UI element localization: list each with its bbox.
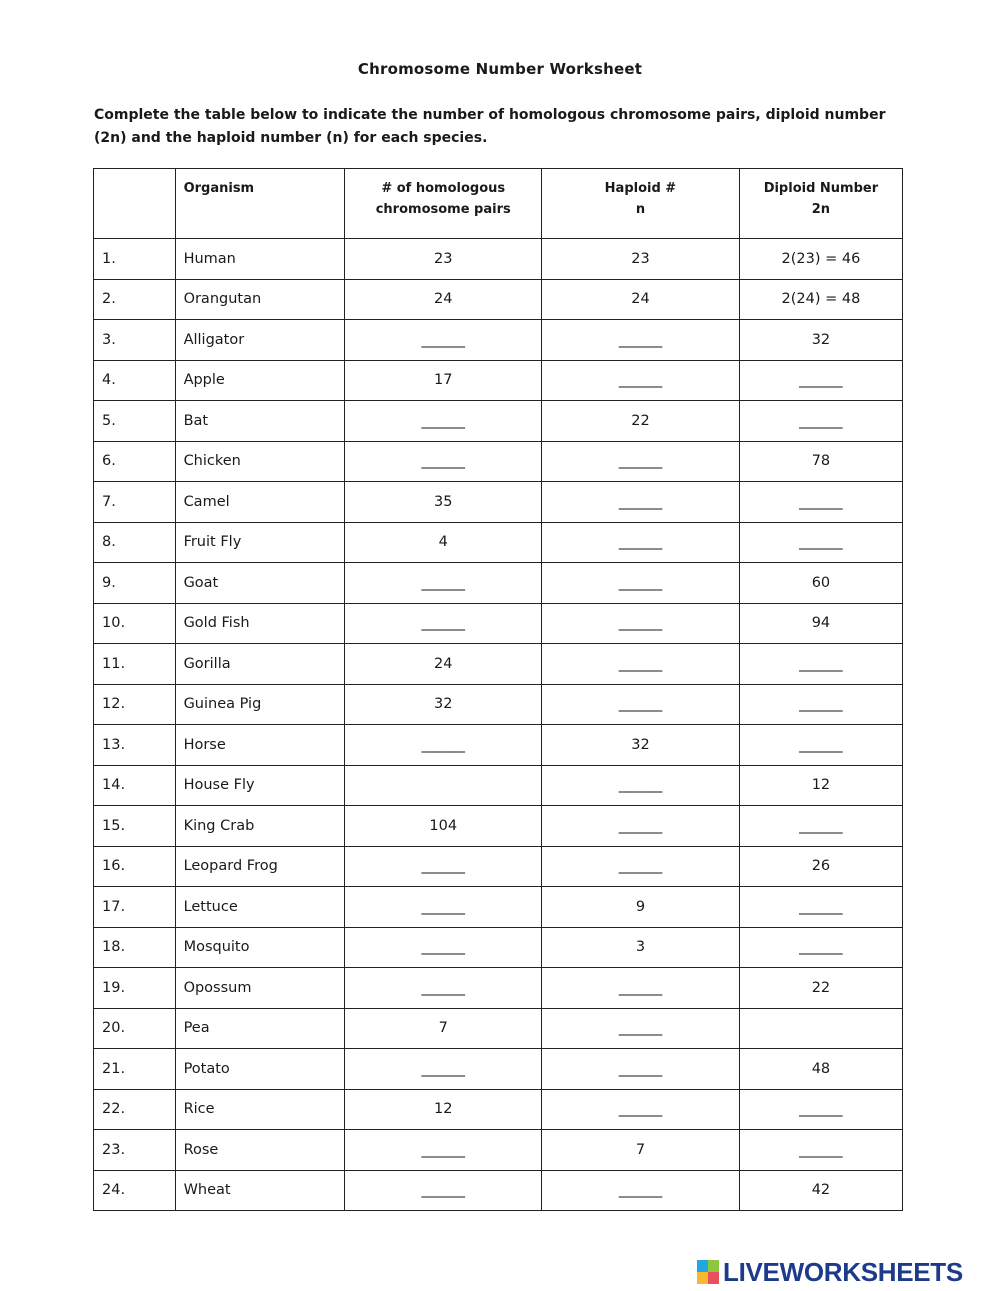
table-row <box>94 320 903 361</box>
organism-cell: Opossum <box>175 968 345 1009</box>
table-row <box>94 887 903 928</box>
diploid-cell[interactable]: ______ <box>739 401 902 442</box>
table-body <box>94 239 903 1211</box>
row-number-cell: 5. <box>94 401 176 442</box>
haploid-cell[interactable]: ______ <box>542 320 740 361</box>
haploid-cell[interactable]: 23 <box>542 239 740 280</box>
haploid-cell[interactable]: 9 <box>542 887 740 928</box>
row-number-cell: 12. <box>94 684 176 725</box>
haploid-cell[interactable]: ______ <box>542 482 740 523</box>
table-row <box>94 1089 903 1130</box>
diploid-cell[interactable]: ______ <box>739 1130 902 1171</box>
homologous-pairs-cell[interactable]: 35 <box>345 482 542 523</box>
table-row <box>94 644 903 685</box>
haploid-cell[interactable]: 24 <box>542 279 740 320</box>
diploid-cell[interactable]: 2(23) = 46 <box>739 239 902 280</box>
homologous-pairs-cell[interactable]: ______ <box>345 320 542 361</box>
header-haploid <box>542 169 740 239</box>
homologous-pairs-cell[interactable]: 12 <box>345 1089 542 1130</box>
homologous-pairs-cell[interactable]: ______ <box>345 927 542 968</box>
row-number-cell: 16. <box>94 846 176 887</box>
homologous-pairs-cell[interactable]: 32 <box>345 684 542 725</box>
row-number-cell: 9. <box>94 563 176 604</box>
diploid-cell[interactable]: ______ <box>739 360 902 401</box>
row-number-cell: 1. <box>94 239 176 280</box>
table-row <box>94 522 903 563</box>
haploid-cell[interactable]: ______ <box>542 1049 740 1090</box>
organism-cell: Horse <box>175 725 345 766</box>
diploid-cell[interactable]: 22 <box>739 968 902 1009</box>
chromosome-table <box>93 168 903 1211</box>
haploid-cell[interactable]: ______ <box>542 765 740 806</box>
logo-square-4 <box>708 1272 719 1284</box>
homologous-pairs-cell[interactable] <box>345 765 542 806</box>
organism-cell: Bat <box>175 401 345 442</box>
homologous-pairs-cell[interactable]: ______ <box>345 1170 542 1211</box>
table-row <box>94 603 903 644</box>
row-number-cell: 17. <box>94 887 176 928</box>
row-number-cell: 15. <box>94 806 176 847</box>
organism-cell: Leopard Frog <box>175 846 345 887</box>
diploid-cell[interactable]: ______ <box>739 482 902 523</box>
header-organism-label: Organism <box>183 181 255 196</box>
table-header-row <box>94 169 903 239</box>
row-number-cell: 13. <box>94 725 176 766</box>
table-row <box>94 563 903 604</box>
homologous-pairs-cell[interactable]: ______ <box>345 441 542 482</box>
haploid-cell[interactable]: ______ <box>542 522 740 563</box>
table-row <box>94 401 903 442</box>
header-homologous-pairs <box>345 169 542 239</box>
haploid-cell[interactable]: ______ <box>542 644 740 685</box>
table-row <box>94 765 903 806</box>
table-row <box>94 239 903 280</box>
liveworksheets-logo <box>697 1256 963 1288</box>
table-row <box>94 927 903 968</box>
diploid-cell[interactable]: ______ <box>739 927 902 968</box>
liveworksheets-logo-icon <box>697 1260 719 1284</box>
table-row <box>94 725 903 766</box>
row-number-cell: 20. <box>94 1008 176 1049</box>
worksheet-title: Chromosome Number Worksheet <box>357 60 643 78</box>
haploid-cell[interactable]: ______ <box>542 1170 740 1211</box>
haploid-cell[interactable]: ______ <box>542 1008 740 1049</box>
instructions-text: Complete the table below to indicate the number of homologous chromosome pairs, diploid number (2n) and the haploid number (n) for each species. <box>94 107 886 146</box>
haploid-cell[interactable]: 3 <box>542 927 740 968</box>
table-row <box>94 482 903 523</box>
row-number-cell: 14. <box>94 765 176 806</box>
organism-cell: Pea <box>175 1008 345 1049</box>
organism-cell: Gold Fish <box>175 603 345 644</box>
organism-cell: Rice <box>175 1089 345 1130</box>
diploid-cell[interactable]: 94 <box>739 603 902 644</box>
organism-cell: Orangutan <box>175 279 345 320</box>
homologous-pairs-cell[interactable]: ______ <box>345 563 542 604</box>
homologous-pairs-cell[interactable]: 104 <box>345 806 542 847</box>
row-number-cell: 22. <box>94 1089 176 1130</box>
diploid-cell[interactable]: 26 <box>739 846 902 887</box>
homologous-pairs-cell[interactable]: 4 <box>345 522 542 563</box>
organism-cell: Fruit Fly <box>175 522 345 563</box>
table-row <box>94 1049 903 1090</box>
homologous-pairs-cell[interactable]: 7 <box>345 1008 542 1049</box>
row-number-cell: 2. <box>94 279 176 320</box>
table-row <box>94 1170 903 1211</box>
homologous-pairs-cell[interactable]: ______ <box>345 968 542 1009</box>
table-row <box>94 1130 903 1171</box>
row-number-cell: 24. <box>94 1170 176 1211</box>
logo-text: LIVEWORKSHEETS <box>723 1256 963 1287</box>
organism-cell: Lettuce <box>175 887 345 928</box>
row-number-cell: 10. <box>94 603 176 644</box>
haploid-cell[interactable]: ______ <box>542 1089 740 1130</box>
homologous-pairs-cell[interactable]: 23 <box>345 239 542 280</box>
diploid-cell[interactable] <box>739 1008 902 1049</box>
row-number-cell: 19. <box>94 968 176 1009</box>
row-number-cell: 7. <box>94 482 176 523</box>
table-row <box>94 1008 903 1049</box>
diploid-cell[interactable]: ______ <box>739 725 902 766</box>
header-diploid-line1: Diploid Number <box>763 181 879 196</box>
diploid-cell[interactable]: 60 <box>739 563 902 604</box>
header-number <box>94 169 176 239</box>
homologous-pairs-cell[interactable]: ______ <box>345 887 542 928</box>
header-organism <box>175 169 345 239</box>
diploid-cell[interactable]: 2(24) = 48 <box>739 279 902 320</box>
table-row <box>94 279 903 320</box>
organism-cell: Mosquito <box>175 927 345 968</box>
organism-cell: Gorilla <box>175 644 345 685</box>
diploid-cell[interactable]: ______ <box>739 644 902 685</box>
row-number-cell: 23. <box>94 1130 176 1171</box>
diploid-cell[interactable]: ______ <box>739 522 902 563</box>
table-row <box>94 968 903 1009</box>
header-pairs-line1: # of homologous <box>381 181 506 196</box>
homologous-pairs-cell[interactable]: 17 <box>345 360 542 401</box>
row-number-cell: 3. <box>94 320 176 361</box>
header-pairs-line2: chromosome pairs <box>375 202 511 217</box>
row-number-cell: 21. <box>94 1049 176 1090</box>
row-number-cell: 4. <box>94 360 176 401</box>
header-diploid-line2: 2n <box>811 202 831 217</box>
table-row <box>94 441 903 482</box>
diploid-cell[interactable]: 42 <box>739 1170 902 1211</box>
logo-square-3 <box>697 1272 708 1284</box>
table-row <box>94 684 903 725</box>
table-row <box>94 806 903 847</box>
header-haploid-line2: n <box>635 202 646 217</box>
organism-cell: Camel <box>175 482 345 523</box>
diploid-cell[interactable]: 12 <box>739 765 902 806</box>
diploid-cell[interactable]: ______ <box>739 684 902 725</box>
haploid-cell[interactable]: ______ <box>542 360 740 401</box>
header-haploid-line1: Haploid # <box>604 181 677 196</box>
organism-cell: Wheat <box>175 1170 345 1211</box>
organism-cell: Human <box>175 239 345 280</box>
logo-square-1 <box>697 1260 708 1272</box>
organism-cell: Apple <box>175 360 345 401</box>
organism-cell: Guinea Pig <box>175 684 345 725</box>
organism-cell: Potato <box>175 1049 345 1090</box>
diploid-cell[interactable]: ______ <box>739 806 902 847</box>
haploid-cell[interactable]: 7 <box>542 1130 740 1171</box>
row-number-cell: 18. <box>94 927 176 968</box>
homologous-pairs-cell[interactable]: ______ <box>345 401 542 442</box>
row-number-cell: 11. <box>94 644 176 685</box>
organism-cell: Alligator <box>175 320 345 361</box>
diploid-cell[interactable]: 48 <box>739 1049 902 1090</box>
homologous-pairs-cell[interactable]: ______ <box>345 1130 542 1171</box>
homologous-pairs-cell[interactable]: ______ <box>345 725 542 766</box>
homologous-pairs-cell[interactable]: ______ <box>345 1049 542 1090</box>
diploid-cell[interactable]: ______ <box>739 887 902 928</box>
row-number-cell: 8. <box>94 522 176 563</box>
diploid-cell[interactable]: 78 <box>739 441 902 482</box>
haploid-cell[interactable]: ______ <box>542 684 740 725</box>
table-row <box>94 360 903 401</box>
diploid-cell[interactable]: ______ <box>739 1089 902 1130</box>
organism-cell: House Fly <box>175 765 345 806</box>
organism-cell: Goat <box>175 563 345 604</box>
haploid-cell[interactable]: ______ <box>542 846 740 887</box>
haploid-cell[interactable]: ______ <box>542 806 740 847</box>
haploid-cell[interactable]: ______ <box>542 441 740 482</box>
haploid-cell[interactable]: ______ <box>542 603 740 644</box>
haploid-cell[interactable]: ______ <box>542 563 740 604</box>
table-row <box>94 846 903 887</box>
homologous-pairs-cell[interactable]: ______ <box>345 846 542 887</box>
organism-cell: Chicken <box>175 441 345 482</box>
homologous-pairs-cell[interactable]: ______ <box>345 603 542 644</box>
organism-cell: King Crab <box>175 806 345 847</box>
haploid-cell[interactable]: 32 <box>542 725 740 766</box>
organism-cell: Rose <box>175 1130 345 1171</box>
haploid-cell[interactable]: ______ <box>542 968 740 1009</box>
homologous-pairs-cell[interactable]: 24 <box>345 644 542 685</box>
haploid-cell[interactable]: 22 <box>542 401 740 442</box>
row-number-cell: 6. <box>94 441 176 482</box>
diploid-cell[interactable]: 32 <box>739 320 902 361</box>
homologous-pairs-cell[interactable]: 24 <box>345 279 542 320</box>
header-diploid <box>739 169 902 239</box>
logo-square-2 <box>708 1260 719 1272</box>
